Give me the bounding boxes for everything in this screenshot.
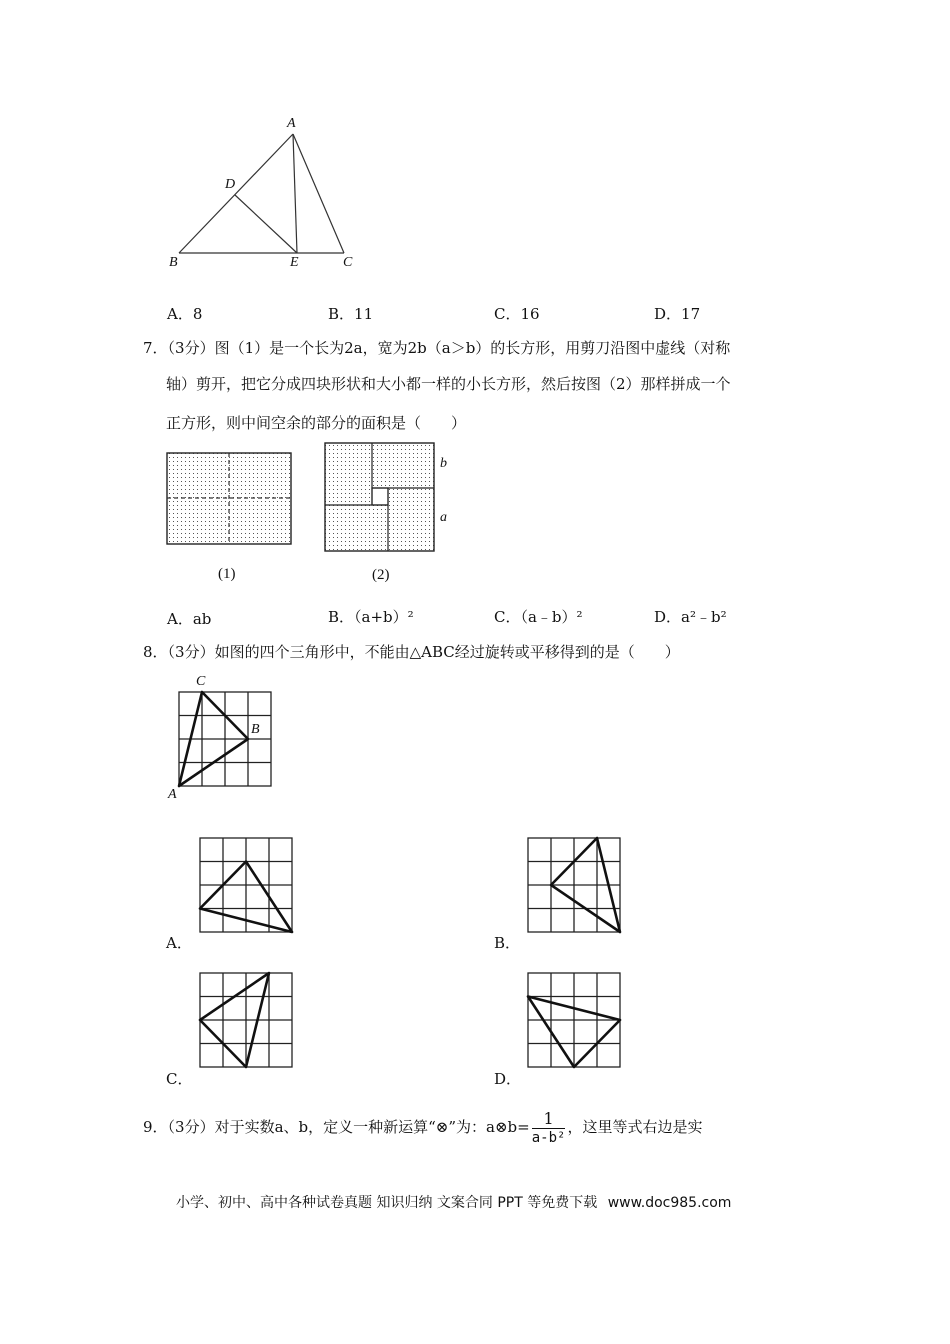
page-footer: [176, 1192, 731, 1212]
q6-label-b: B: [169, 255, 178, 270]
q9-stem: [143, 1104, 702, 1150]
q8-stem: 8．（3分）如图的四个三角形中，不能由△ABC经过旋转或平移得到的是（ ）: [143, 643, 680, 661]
q7-option-b[interactable]: B．（a+b）²: [328, 608, 414, 626]
q6-option-b[interactable]: B．11: [328, 305, 374, 323]
q7-stem-line2: 轴）剪开，把它分成四块形状和大小都一样的小长方形，然后按图（2）那样拼成一个: [166, 375, 731, 393]
q6-option-a[interactable]: A．8: [167, 305, 203, 323]
q8-option-c[interactable]: C．: [166, 1070, 193, 1088]
q8-label-c: C: [196, 674, 206, 689]
q7-fig1-caption: (1): [218, 566, 236, 582]
q7-label-b: b: [440, 456, 447, 471]
q6-label-c: C: [343, 255, 353, 270]
q6-option-c[interactable]: C．16: [494, 305, 540, 323]
q7-stem-line3: 正方形，则中间空余的部分的面积是（ ）: [166, 414, 467, 432]
q8-option-a[interactable]: A．: [166, 934, 192, 952]
q6-option-d[interactable]: D．17: [654, 305, 701, 323]
q7-stem-line1: 7．（3分）图（1）是一个长为2a，宽为2b（a＞b）的长方形，用剪刀沿图中虚线（对称: [143, 339, 731, 357]
q9-stem-after: ，这里等式右边是实: [567, 1118, 703, 1136]
q9-fraction: [532, 1110, 566, 1147]
footer-url[interactable]: www.doc985.com: [607, 1195, 732, 1211]
q6-label-a: A: [287, 116, 296, 131]
q9-stem-before: 9．（3分）对于实数a、b，定义一种新运算“⊗”为：a⊗b=: [143, 1118, 530, 1136]
q8-label-b: B: [251, 722, 260, 737]
q7-option-c[interactable]: C．（a﹣b）²: [494, 608, 583, 626]
q9-frac-denominator: a-b²: [531, 1129, 566, 1146]
q8-option-d[interactable]: D．: [494, 1070, 522, 1088]
footer-text: 小学、初中、高中各种试卷真题 知识归纳 文案合同 PPT 等免费下载: [176, 1195, 598, 1211]
q9-frac-numerator: 1: [543, 1108, 554, 1128]
q6-label-e: E: [290, 255, 299, 270]
q7-fig2-caption: (2): [372, 567, 390, 583]
q7-option-d[interactable]: D．a²﹣b²: [654, 608, 727, 626]
q7-option-a[interactable]: A．ab: [167, 610, 212, 628]
q8-label-a: A: [168, 787, 177, 802]
q6-label-d: D: [225, 177, 236, 192]
q8-option-b[interactable]: B．: [494, 934, 521, 952]
q7-label-a: a: [440, 510, 447, 525]
